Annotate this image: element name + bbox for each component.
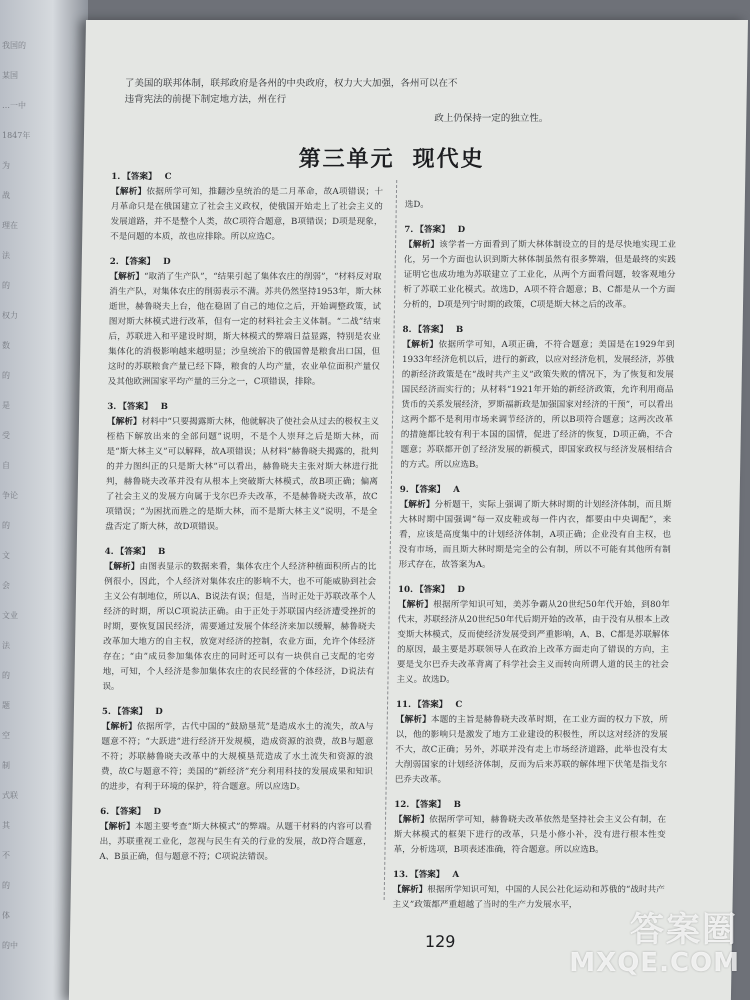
left-page-fragment: 理在 (2, 221, 18, 230)
answer-header (111, 170, 383, 185)
left-page-fragment: 战 (2, 191, 10, 200)
question-number: 6. (100, 807, 110, 817)
answer-label: 【答案】 (120, 257, 156, 267)
answer-choice: D (155, 707, 163, 717)
analysis-content: 依据所学可知，推翻沙皇统治的是二月革命，故A项错误；十月革命只是在俄国建立了社会主义政权，使俄国开始走上了社会主义的发展道路，并不是整个人类，故C项符合题意，B项错误；D项是现象，不是问题的本质，故也应排除。所以应选C。 (110, 187, 384, 242)
analysis-label: 【解析】 (395, 715, 431, 725)
answer-item (398, 483, 672, 573)
answer-choice: D (457, 585, 465, 595)
left-page-fragment: 的 (2, 881, 10, 890)
left-page-fragment: 权力 (2, 311, 18, 320)
analysis-label: 【解析】 (399, 500, 435, 510)
answer-item (403, 223, 677, 313)
analysis-label: 【解析】 (397, 600, 434, 610)
answer-item (400, 323, 675, 473)
analysis-label: 【解析】 (393, 815, 430, 825)
answer-item (110, 170, 383, 245)
answer-header (107, 400, 379, 415)
left-page-fragment: 的中 (2, 941, 18, 950)
previous-answer-continuation: 了美国的联邦体制，联邦政府是各州的中央政府，权力大大加强，各州可以在不违背宪法的前提下制定地方法，州在行 (124, 78, 458, 105)
analysis-content: 本题的主旨是赫鲁晓夫改革时期，在工业方面的权力下放，所以，他的影响只是激发了地方工业建设的积极性，所以这对经济的发展不大，故C正确；另外，苏联并没有走上市场经济道路，此举也没有太大削弱国家的计划经济体制，反而为后来苏联的解体埋下伏笔是指戈尔巴乔夫改革。 (394, 715, 668, 785)
left-page-fragment: 不 (2, 851, 10, 860)
left-column (99, 170, 383, 875)
analysis-label: 【解析】 (110, 187, 147, 197)
left-page-fragment: 其 (2, 821, 10, 830)
answer-item (395, 698, 669, 788)
answer-header (396, 698, 668, 713)
page-number: 129 (424, 932, 456, 951)
answer-choice: B (455, 325, 464, 335)
answer-item (393, 798, 666, 858)
analysis-text (393, 813, 666, 858)
analysis-text (396, 598, 670, 688)
answer-header (394, 798, 666, 813)
answer-choice: D (457, 225, 466, 235)
left-page-fragment: 法 (2, 641, 10, 650)
analysis-content: 根据所学知识可知，美苏争霸从20世纪50年代开始，到80年代末，苏联经济从20世纪50年代后期开始的改革，由于没有从根本上改变斯大林模式，反而使经济发展受到严重影响，A、B、C都是苏联解体的原因，最主要是苏联领导人在政治上改革方面走向了错误的方向，主要是戈尔巴乔夫改革背离了科学社会主义而转向所谓人道的民主的社会主义。故选D。 (396, 600, 670, 685)
analysis-text (99, 820, 372, 865)
analysis-label: 【解析】 (101, 722, 138, 732)
answer-choice: B (158, 547, 166, 557)
analysis-content: 本题主要考查“斯大林模式”的弊端。从题干材料的内容可以看出，苏联重视工业化，忽视与民生有关的行业的发展，故D符合题意，A、B虽正确，但与题意不符；C项说法错误。 (99, 822, 373, 862)
unit-label: 第三单元 (298, 146, 395, 172)
analysis-text (403, 238, 676, 313)
answer-header (400, 483, 672, 498)
answer-label: 【答案】 (413, 325, 449, 335)
answer-choice: A (452, 870, 460, 880)
previous-answer-continuation-right: 政上仍保持一定的独立性。 (434, 113, 549, 124)
analysis-content: 分析题干，实际上强调了斯大林时期的计划经济体制，而且斯大林时期中国强调“每一双皮鞋或每一件内衣，都要由中央调配”，来看，应该是高度集中的计划经济体制，A项正确；企业没有自主权，也没有市场，而且斯大林时期是完全的公有制，所以不可能有其他所有制形式存在，故答案为A。 (398, 500, 672, 570)
answer-label: 【答案】 (112, 707, 148, 717)
left-page-fragment: 空 (2, 731, 10, 740)
analysis-content: 选D。 (404, 200, 429, 210)
analysis-content: 依据所学，古代中国的“鼓励垦荒”是造成水土的流失，故A与题意不符；“大跃进”进行经济开发规模，造成资源的浪费，故B与题意不符；苏联赫鲁晓夫改革中的大规模垦荒造成了水土流失和资源的浪费，故C与题意不符；美国的“新经济”充分利用科技的发展成果和知识的进步，有利于环境的保护，符合题意。所以应选D。 (100, 722, 374, 792)
analysis-text (110, 185, 383, 245)
question-number: 7. (404, 225, 414, 235)
analysis-text (102, 560, 376, 695)
answer-header (110, 255, 382, 270)
analysis-text (108, 270, 382, 390)
book-page (69, 20, 748, 1000)
analysis-content: “取消了生产队”，“结果引起了集体农庄的削弱”，“材料反对取消生产队，对集体农庄的削弱表示不满。苏共仍然坚持1953年，斯大林逝世，赫鲁晓夫上台，他在稳固了自己的地位之后，开始调整政策，试图对斯大林模式进行改革，但有一定的材料社会主义体制。“二战”结束后，苏联进入和平建设时期，斯大林模式的弊端日益显露，特别是农业集体化的消极影响越来越明显；沙皇统治下的俄国曾是粮食出口国，但这时的苏联粮食产量已经下降，粮食的人均产量，农业单位面积产量仅及其他欧洲国家平均产量的三分之一，C项错误，排除。 (107, 272, 382, 387)
answer-label: 【答案】 (115, 547, 151, 557)
answer-label: 【答案】 (414, 585, 450, 595)
answer-label: 【答案】 (412, 700, 448, 710)
left-page-fragment: 数 (2, 341, 10, 350)
answer-item (405, 198, 677, 213)
answer-choice: C (455, 700, 463, 710)
analysis-label: 【解析】 (402, 340, 439, 350)
question-number: 9. (399, 485, 409, 495)
left-page-fragment: …一中 (2, 101, 26, 110)
answer-choice: D (153, 807, 162, 817)
analysis-content: 依据所学可知，赫鲁晓夫改革依然是坚持社会主义公有制，在斯大林模式的框架下进行的改革，只是小修小补，没有进行根本性变革，分析选项，B项表述准确，符合题意。所以应选B。 (393, 815, 667, 855)
analysis-text (405, 198, 677, 213)
left-page-fragment: 体 (2, 911, 10, 920)
question-number: 10. (397, 585, 414, 595)
watermark-logo (566, 902, 746, 992)
watermark-text: 答案圈 (630, 910, 738, 950)
analysis-text (100, 720, 373, 795)
question-number: 11. (395, 700, 412, 710)
analysis-label: 【解析】 (109, 272, 145, 282)
left-page-fragment: 的 (2, 371, 10, 380)
left-page-fragment: 文 (2, 551, 10, 560)
answer-header (393, 868, 665, 883)
answer-label: 【答案】 (122, 172, 157, 182)
analysis-content: 根据所学知识可知，中国的人民公社化运动和苏俄的“战时共产主义”政策都严重超越了当时的生产力发展水平， (392, 885, 665, 910)
unit-subject: 现代史 (412, 146, 485, 172)
answer-header (404, 223, 676, 238)
analysis-content: 材料中“只要揭露斯大林，他就解决了使社会从过去的极权主义桎梏下解放出来的全部问题”说明，不是个人崇拜之后是斯大林，而是“斯大林主义”可以解释，故A项错误；从材料“赫鲁晓夫揭露的，批判的并力图纠正的只是斯大林”可以看出，赫鲁晓夫主张对斯大林进行批判，赫鲁晓夫改革并没有从根本上突破斯大林模式，故B项正确；偏离了社会主义的发展方向属于戈尔巴乔夫改革，不是赫鲁晓夫改革，故C项错误；“为困扰而胜之的是斯大林，而不是斯大林主义”说明，不是全盘否定了斯大林，故D项错误。 (105, 417, 380, 532)
question-number: 1. (111, 172, 121, 182)
answer-header (102, 705, 374, 720)
left-page-fragment: 争论 (2, 491, 18, 500)
answer-choice: A (453, 485, 460, 495)
left-page-fragment: 受 (2, 431, 10, 440)
question-number: 2. (109, 257, 119, 267)
left-page-fragment: 我国的 (2, 41, 26, 50)
left-page-fragment: 题 (2, 701, 10, 710)
answer-label: 【答案】 (410, 485, 446, 495)
answer-header (398, 583, 670, 598)
answer-item (99, 805, 372, 865)
analysis-text (400, 338, 674, 473)
answer-item (396, 583, 670, 688)
left-page-fragment: 自 (2, 461, 10, 470)
analysis-label: 【解析】 (104, 562, 140, 572)
answer-choice: D (163, 257, 171, 267)
answer-label: 【答案】 (111, 807, 146, 817)
analysis-content: 依据所学可知，A项正确，不符合题意；美国是在1929年到1933年经济危机以后，进行的新政，以应对经济危机，发展经济，苏俄的新经济政策是在“战时共产主义”政策失败的情况下，为了恢复和发展国民经济而实行的；从材料“1921年开始的新经济政策，允许利用商品货币的关系发展经济，罗斯福新政是加强国家对经济的干预”，可以看出这两个都不是利用市场来调节经济的，所以B项符合题意；这两次改革的措施都比较有利于本国的国情，促进了经济的恢复，D项正确，不合题意；苏联都开创了经济发展的新模式，即国家政权与经济发展相结合的方式。所以应选B。 (400, 340, 675, 470)
left-page-fragment: 是 (2, 401, 10, 410)
analysis-content: 由图表显示的数据来看，集体农庄个人经济种植面积所占的比例很小，因此，个人经济对集体农庄的影响不大，也不可能威胁到社会主义公有制地位，所以A、B说法有误；但是，当时正处于苏联改革个人经济的时期，所以C项说法正确。由于正处于苏联国内经济遭受挫折的时期，要恢复国民经济，需要通过发展个体经济来加以缓解，赫鲁晓夫改革加大地方的自主权，放宽对经济的控制，农业方面，允许个体经济存在；“由”成员参加集体农庄的同时还可以有一块供自己支配的宅旁地，可知，个人经济是参加集体农庄的农民经营的个体经济，D说法有误。 (102, 562, 377, 692)
answer-label: 【答案】 (409, 870, 445, 880)
left-page-fragment: 的 (2, 281, 10, 290)
question-number: 3. (107, 402, 117, 412)
answer-choice: B (160, 402, 168, 412)
left-page-fragment: 为 (2, 161, 10, 170)
left-page-fragment: 式联 (2, 791, 18, 800)
analysis-text (105, 415, 379, 535)
answer-label: 【答案】 (411, 800, 446, 810)
analysis-label: 【解析】 (106, 417, 142, 427)
question-number: 12. (394, 800, 410, 810)
analysis-text (395, 713, 668, 788)
unit-title (298, 142, 485, 173)
analysis-label: 【解析】 (99, 822, 136, 832)
answer-header (402, 323, 674, 338)
analysis-label: 【解析】 (403, 240, 440, 250)
answer-item (102, 545, 377, 695)
answer-header (105, 545, 377, 560)
answer-header (100, 805, 372, 820)
answer-choice: B (453, 800, 461, 810)
answer-item (100, 705, 374, 795)
answer-label: 【答案】 (415, 225, 450, 235)
answer-item (105, 400, 379, 535)
watermark-url: MXQE.COM (569, 948, 740, 978)
left-page-fragment: 的 (2, 521, 10, 530)
question-number: 13. (392, 870, 409, 880)
left-page-fragment: 法 (2, 251, 10, 260)
question-number: 4. (104, 547, 114, 557)
question-number: 5. (101, 707, 111, 717)
left-page-fragment: 的 (2, 671, 10, 680)
question-number: 8. (402, 325, 412, 335)
left-page-fragment: 1847年 (2, 131, 31, 140)
analysis-label: 【解析】 (392, 885, 428, 895)
analysis-text (398, 498, 671, 573)
analysis-content: 该学者一方面看到了斯大林体制设立的目的是尽快地实现工业化，另一个方面也认识到斯大林体制虽然有很多弊端，但是最终的实践证明它也成功地为苏联建立了工业化，从两个方面看问题，较客观地分析了苏联工业化模式。故选D，A项不符合题意；B、C都是从一个方面分析的，D项是列宁时期的政策，C项是斯大林之后的改革。 (402, 240, 677, 310)
left-page-fragment: 制 (2, 761, 10, 770)
answer-item (108, 255, 382, 390)
right-column (392, 198, 677, 923)
answer-label: 【答案】 (118, 402, 153, 412)
left-page-fragment: 会 (2, 581, 10, 590)
answer-choice: C (164, 172, 172, 182)
left-page-fragment: 某国 (2, 71, 18, 80)
left-page-fragment: 文业 (2, 611, 18, 620)
